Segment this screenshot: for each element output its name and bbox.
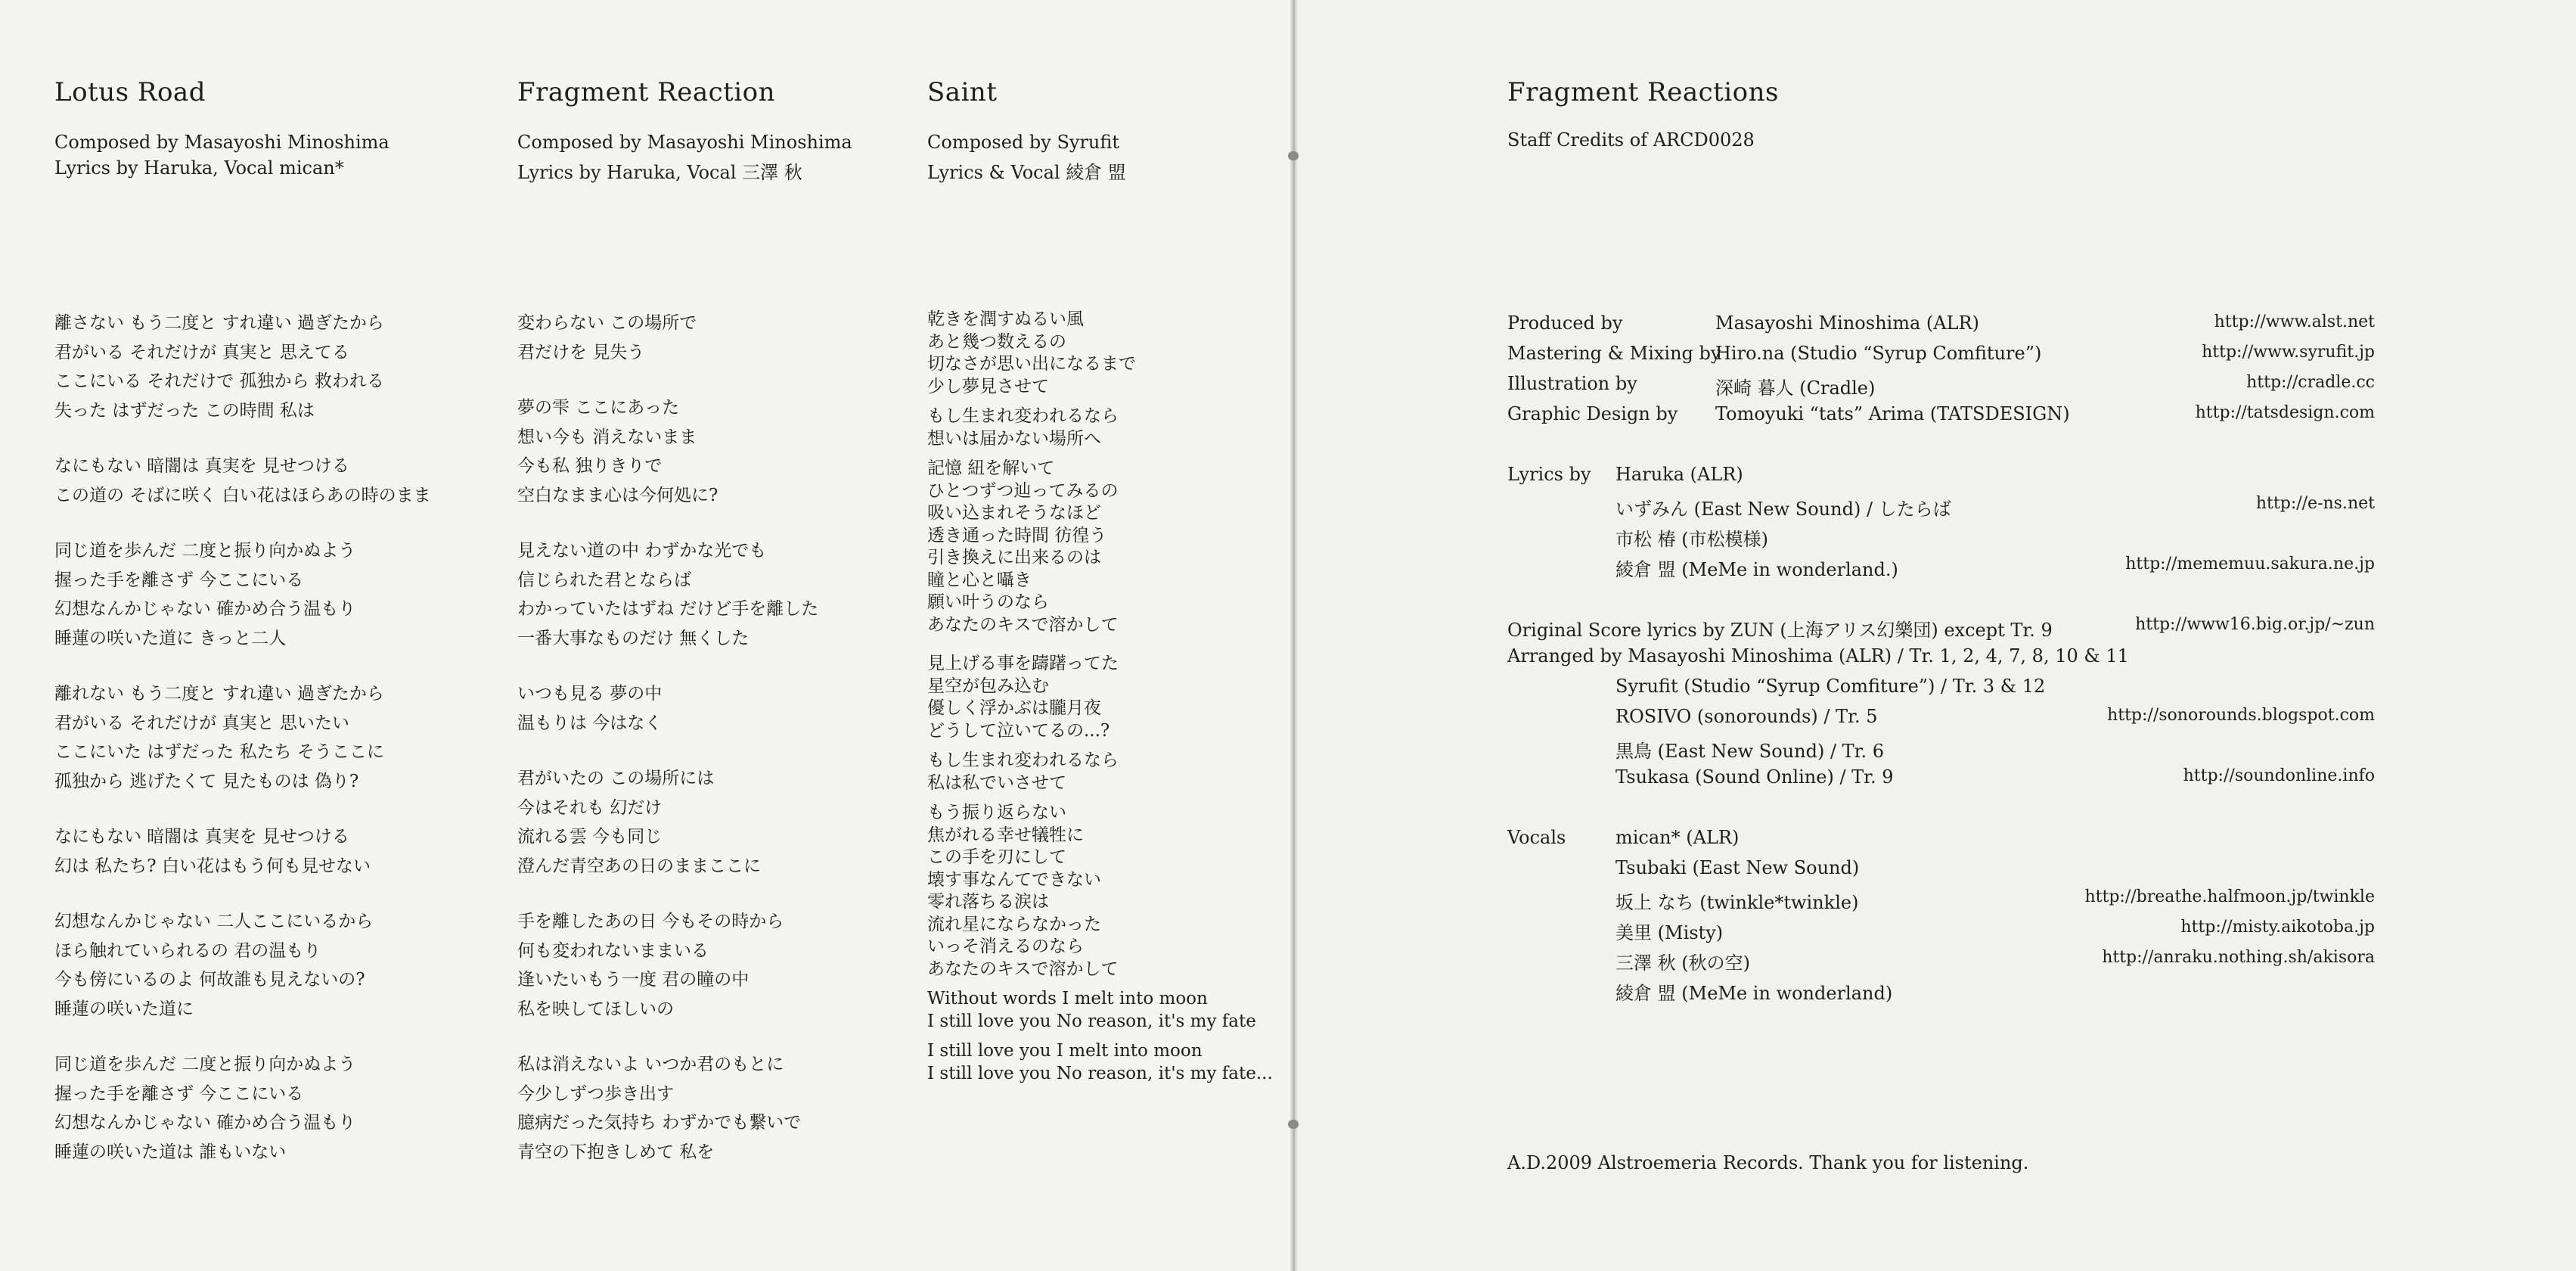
credit-role: Graphic Design by xyxy=(1507,403,1678,424)
credit-role: Illustration by xyxy=(1507,373,1637,394)
credit-row xyxy=(0,948,2576,978)
lyric-line: 睡蓮の咲いた道に きっと二人 xyxy=(54,628,287,648)
lyric-line: あなたのキスで溶かして xyxy=(927,959,1119,979)
lyric-line: 幻想なんかじゃない 確かめ合う温もり xyxy=(54,599,356,619)
lyric-line: 幻想なんかじゃない 二人ここにいるから xyxy=(54,912,374,931)
lyric-line: 一番大事なものだけ 無くした xyxy=(517,628,750,648)
lyric-line: 想い今も 消えないまま xyxy=(517,427,697,447)
lyric-line: 今はそれも 幻だけ xyxy=(517,797,663,818)
lyric-line: 見えない道の中 わずかな光でも xyxy=(517,541,767,561)
lyric-line: 今も傍にいるのよ 何故誰も見えないの? xyxy=(54,970,365,990)
lyric-line: 睡蓮の咲いた道は 誰もいない xyxy=(54,1142,287,1162)
lyric-line: 同じ道を歩んだ 二度と振り向かぬよう xyxy=(54,1055,356,1074)
credit-url-link[interactable]: http://soundonline.info xyxy=(2183,766,2375,785)
lyric-line: 願い叶うのなら xyxy=(927,592,1049,612)
lyric-line: 零れ落ちる涙は xyxy=(927,892,1049,912)
credit-role: Mastering & Mixing by xyxy=(1507,343,1721,364)
credit-row xyxy=(0,464,2576,494)
lyric-line: I still love you No reason, it's my fate... xyxy=(927,1063,1273,1083)
lyric-line: 今も私 独りきりで xyxy=(517,456,663,476)
lyric-line: いっそ消えるのなら xyxy=(927,937,1084,956)
lyric-line: ほら触れていられるの 君の温もり xyxy=(54,940,321,961)
credit-name: Syrufit (Studio “Syrup Comfiture”) / Tr. 3 & 12 xyxy=(1615,676,2046,697)
credit-url-link[interactable]: http://www.alst.net xyxy=(2214,312,2375,331)
lyrics-vocal-credit: Lyrics & Vocal 綾倉 盟 xyxy=(927,162,1126,183)
lyric-line: 同じ道を歩んだ 二度と振り向かぬよう xyxy=(54,541,356,561)
lyric-line: 君がいる それだけが 真実と 思いたい xyxy=(54,713,349,733)
lyric-line: 引き換えに出来るのは xyxy=(927,548,1101,567)
credit-url-link[interactable]: http://misty.aikotoba.jp xyxy=(2180,918,2375,937)
lyric-line: あと幾つ数えるの xyxy=(927,331,1066,352)
lyric-line: 信じられた君とならば xyxy=(517,570,691,590)
lyric-line: 乾きを潤すぬるい風 xyxy=(927,309,1084,329)
composer-credit: Composed by Syrufit xyxy=(927,132,1120,153)
credit-name: Hiro.na (Studio “Syrup Comfiture”) xyxy=(1715,343,2042,364)
credit-name: 深崎 暮人 (Cradle) xyxy=(1715,378,1876,399)
credit-url-link[interactable]: http://anraku.nothing.sh/akisora xyxy=(2102,948,2375,967)
credit-role: Produced by xyxy=(1507,312,1623,334)
credits-subtitle: Staff Credits of ARCD0028 xyxy=(1507,129,1755,151)
staple-mark xyxy=(1288,151,1299,160)
lyric-line: 焦がれる幸せ犠牲に xyxy=(927,825,1084,845)
lyric-line: もし生まれ変われるなら xyxy=(927,750,1119,770)
lyric-line: 少し夢見させて xyxy=(927,376,1049,396)
lyric-line: 幻想なんかじゃない 確かめ合う温もり xyxy=(54,1113,356,1133)
credit-name: ROSIVO (sonorounds) / Tr. 5 xyxy=(1615,706,1878,727)
lyric-line: わかっていたはずね だけど手を離した xyxy=(517,599,819,619)
credit-url-link[interactable]: http://e-ns.net xyxy=(2255,494,2375,513)
lyric-line: いつも見る 夢の中 xyxy=(517,684,663,704)
lyric-line: 夢の雫 ここにあった xyxy=(517,398,680,418)
lyric-line: ここにいた はずだった 私たち そうここに xyxy=(54,742,384,762)
lyric-line: 離さない もう二度と すれ違い 過ぎたから xyxy=(54,313,384,333)
lyric-stanza xyxy=(517,1050,818,1167)
lyric-line: 何も変われないままいる xyxy=(517,940,709,961)
credit-url-link[interactable]: http://cradle.cc xyxy=(2246,373,2375,392)
credit-name: Haruka (ALR) xyxy=(1615,464,1743,485)
credit-url-link[interactable]: http://tatsdesign.com xyxy=(2195,403,2375,422)
lyric-stanza xyxy=(927,1040,1273,1085)
lyric-line: 握った手を離さず 今ここにいる xyxy=(54,570,304,590)
credit-url-link[interactable]: http://www.syrufit.jp xyxy=(2202,343,2375,362)
lyrics-vocal-credit: Lyrics by Haruka, Vocal mican* xyxy=(54,157,344,179)
credit-role: Vocals xyxy=(1507,827,1566,848)
credit-row xyxy=(0,555,2576,585)
credit-row xyxy=(0,403,2576,434)
lyric-line: 変わらない この場所で xyxy=(517,313,697,333)
lyric-line: Without words I melt into moon xyxy=(927,989,1208,1008)
lyric-line: 温もりは 今はなく xyxy=(517,713,663,733)
credit-row xyxy=(0,918,2576,948)
credit-row xyxy=(0,676,2576,706)
credit-row xyxy=(0,978,2576,1008)
lyric-line: ここにいる それだけで 孤独から 救われる xyxy=(54,371,384,391)
lyric-stanza xyxy=(54,1050,431,1167)
credit-row xyxy=(0,887,2576,918)
song-title: Lotus Road xyxy=(54,77,206,107)
credit-name: Tsukasa (Sound Online) / Tr. 9 xyxy=(1615,766,1894,788)
credit-name: いずみん (East New Sound) / したらば xyxy=(1615,499,1951,520)
lyric-line: この道の そばに咲く 白い花はほらあの時のまま xyxy=(54,485,431,505)
credit-row xyxy=(0,615,2576,645)
lyric-line: 想いは届かない場所へ xyxy=(927,428,1101,449)
lyric-line: なにもない 暗闇は 真実を 見せつける xyxy=(54,456,349,476)
lyric-line: 臆病だった気持ち わずかでも繋いで xyxy=(517,1113,802,1133)
lyric-line: 見上げる事を躊躇ってた xyxy=(927,654,1119,673)
credit-row xyxy=(0,706,2576,736)
credit-name: 美里 (Misty) xyxy=(1615,922,1724,943)
lyric-line: 優しく浮かぶは朧月夜 xyxy=(927,698,1101,718)
credit-url-link[interactable]: http://breathe.halfmoon.jp/twinkle xyxy=(2084,887,2375,906)
credit-url-link[interactable]: http://www16.big.or.jp/~zun xyxy=(2135,615,2375,634)
song-title: Saint xyxy=(927,77,998,107)
lyric-line: 記憶 紐を解いて xyxy=(927,458,1055,478)
credit-row xyxy=(0,766,2576,797)
lyric-line: 離れない もう二度と すれ違い 過ぎたから xyxy=(54,684,384,704)
lyric-line: 澄んだ青空あの日のままここに xyxy=(517,856,761,876)
lyric-line: 今少しずつ歩き出す xyxy=(517,1083,674,1104)
lyric-line: 青空の下抱きしめて 私を xyxy=(517,1142,715,1162)
lyric-line: 空白なまま心は今何処に? xyxy=(517,485,718,505)
credit-name: 市松 椿 (市松模様) xyxy=(1615,529,1768,550)
credit-name: 黒鳥 (East New Sound) / Tr. 6 xyxy=(1615,741,1885,762)
lyric-line: 流れる雲 今も同じ xyxy=(517,827,663,847)
credit-row xyxy=(0,645,2576,676)
lyric-line: 吸い込まれそうなほど xyxy=(927,503,1101,523)
credit-name: 綾倉 盟 (MeMe in wonderland) xyxy=(1615,983,1893,1004)
lyric-line: 瞳と心と囁き xyxy=(927,570,1032,590)
credit-name: mican* (ALR) xyxy=(1615,827,1740,848)
lyrics-vocal-credit: Lyrics by Haruka, Vocal 三澤 秋 xyxy=(517,162,802,183)
composer-credit: Composed by Masayoshi Minoshima xyxy=(517,132,852,153)
lyric-line: 失った はずだった この時間 私は xyxy=(54,400,315,421)
lyric-line: どうして泣いてるの...? xyxy=(927,720,1110,741)
credit-name: Masayoshi Minoshima (ALR) xyxy=(1715,312,1979,334)
lyric-line: 私を映してほしいの xyxy=(517,999,674,1019)
lyric-line: 星空が包み込む xyxy=(927,676,1049,696)
lyric-line: 私は私でいさせて xyxy=(927,772,1066,793)
lyric-line: 君がいる それだけが 真実と 思えてる xyxy=(54,342,349,362)
song-title: Fragment Reaction xyxy=(517,77,776,107)
lyric-line: なにもない 暗闇は 真実を 見せつける xyxy=(54,827,349,847)
lyric-line: 君がいたの この場所には xyxy=(517,769,715,788)
lyric-line: 私は消えないよ いつか君のもとに xyxy=(517,1055,784,1074)
credit-row xyxy=(0,827,2576,857)
lyric-line: 睡蓮の咲いた道に xyxy=(54,999,194,1019)
lyric-line: 孤独から 逃げたくて 見たものは 偽り? xyxy=(54,771,359,791)
lyric-line: ひとつずつ辿ってみるの xyxy=(927,480,1119,501)
lyric-line: 君だけを 見失う xyxy=(517,342,645,362)
lyric-line: 握った手を離さず 今ここにいる xyxy=(54,1083,304,1104)
lyric-line: 逢いたいもう一度 君の瞳の中 xyxy=(517,970,750,990)
credits-title: Fragment Reactions xyxy=(1507,77,1779,107)
credit-role: Arranged by Masayoshi Minoshima (ALR) / Tr. 1, 2, 4, 7, 8, 10 & 11 xyxy=(1507,645,2129,667)
lyric-line: 切なさが思い出になるまで xyxy=(927,354,1136,374)
credit-row xyxy=(0,494,2576,524)
lyric-line: あなたのキスで溶かして xyxy=(927,614,1119,635)
credit-url-link[interactable]: http://sonorounds.blogspot.com xyxy=(2107,706,2375,725)
staple-mark xyxy=(1288,1120,1299,1129)
lyric-line: この手を刃にして xyxy=(927,847,1066,867)
lyric-line: I still love you No reason, it's my fate xyxy=(927,1011,1256,1031)
lyric-line: もう振り返らない xyxy=(927,803,1066,822)
credit-url-link[interactable]: http://mememuu.sakura.ne.jp xyxy=(2125,555,2375,573)
lyric-line: もし生まれ変われるなら xyxy=(927,406,1119,426)
credit-role: Original Score lyrics by ZUN (上海アリス幻樂団) except Tr. 9 xyxy=(1507,620,2053,641)
credit-row xyxy=(0,857,2576,887)
lyric-line: 幻は 私たち? 白い花はもう何も見せない xyxy=(54,856,371,876)
credit-row xyxy=(0,312,2576,343)
footer-note: A.D.2009 Alstroemeria Records. Thank you for listening. xyxy=(1507,1152,2029,1173)
credit-name: Tomoyuki “tats” Arima (TATSDESIGN) xyxy=(1715,403,2070,424)
credit-name: 綾倉 盟 (MeMe in wonderland.) xyxy=(1615,559,1898,580)
credit-role: Lyrics by xyxy=(1507,464,1591,485)
lyric-line: I still love you I melt into moon xyxy=(927,1041,1203,1061)
lyric-line: 手を離したあの日 今もその時から xyxy=(517,912,784,931)
credit-name: 坂上 なち (twinkle*twinkle) xyxy=(1615,892,1859,913)
credit-row xyxy=(0,736,2576,766)
credit-row xyxy=(0,343,2576,373)
credit-row xyxy=(0,524,2576,555)
lyric-line: 壊す事なんてできない xyxy=(927,869,1101,890)
composer-credit: Composed by Masayoshi Minoshima xyxy=(54,132,390,153)
credit-row xyxy=(0,373,2576,403)
credit-name: 三澤 秋 (秋の空) xyxy=(1615,952,1750,974)
lyric-line: 透き通った時間 彷徨う xyxy=(927,525,1107,545)
credit-name: Tsubaki (East New Sound) xyxy=(1615,857,1860,878)
lyric-line: 流れ星にならなかった xyxy=(927,914,1101,934)
